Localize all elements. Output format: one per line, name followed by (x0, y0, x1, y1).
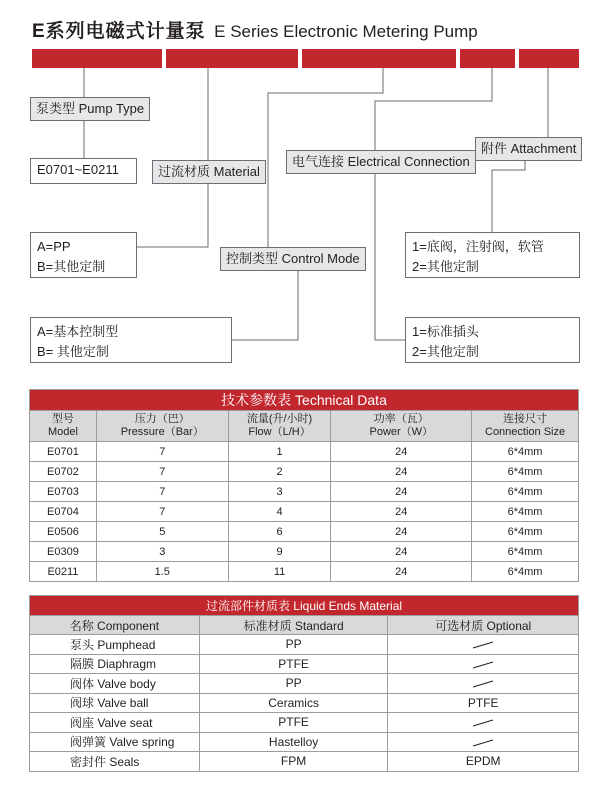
table-cell: PTFE (199, 713, 388, 733)
table-cell: 24 (331, 442, 472, 462)
table-row (30, 542, 579, 562)
table-cell: 6*4mm (472, 462, 579, 482)
tech-col-header-line: Connection Size (485, 426, 566, 438)
table-cell: E0701 (30, 442, 97, 462)
options-electrical (405, 317, 580, 363)
table-cell: 7 (96, 442, 228, 462)
table-cell: 泵头 Pumphead (30, 635, 200, 655)
table-row (30, 462, 579, 482)
option-electrical-1: 1=标准插头 (412, 324, 479, 339)
table-row (30, 752, 579, 772)
table-cell: 阀弹簧 Valve spring (30, 732, 200, 752)
table-cell: 阀球 Valve ball (30, 693, 200, 713)
table-cell: 24 (331, 522, 472, 542)
table-row (30, 674, 579, 694)
option-material-a: A=PP (37, 239, 71, 254)
table-cell: 阀座 Valve seat (30, 713, 200, 733)
table-cell: PTFE (388, 693, 579, 713)
option-electrical-2: 2=其他定制 (412, 344, 479, 359)
tech-col-header (30, 411, 97, 442)
tech-col-header-line: Power（W） (369, 426, 434, 438)
not-applicable-slash-icon (472, 719, 494, 727)
not-applicable-slash-icon (472, 661, 494, 669)
title-chinese: E系列电磁式计量泵 (32, 21, 206, 42)
options-attachment (405, 232, 580, 278)
table-cell: EPDM (388, 752, 579, 772)
table-cell: 11 (228, 562, 331, 582)
table-cell: 6*4mm (472, 482, 579, 502)
table-row (30, 442, 579, 462)
table-cell: 7 (96, 502, 228, 522)
table-cell: E0309 (30, 542, 97, 562)
table-cell (388, 674, 579, 694)
table-row (30, 693, 579, 713)
technical-data-table (29, 389, 579, 582)
option-attachment-2: 2=其他定制 (412, 259, 479, 274)
technical-data-title: 技术参数表 Technical Data (30, 390, 579, 411)
table-cell: E0506 (30, 522, 97, 542)
option-control-b: B= 其他定制 (37, 344, 109, 359)
table-row (30, 502, 579, 522)
not-applicable-slash-icon (472, 680, 494, 688)
table-cell: 24 (331, 462, 472, 482)
label-pump-type: 泵类型 Pump Type (30, 97, 150, 121)
table-cell: 3 (228, 482, 331, 502)
table-cell: 24 (331, 502, 472, 522)
tech-col-header (331, 411, 472, 442)
tech-col-header-line: 功率（瓦） (373, 413, 429, 425)
table-cell: FPM (199, 752, 388, 772)
label-material: 过流材质 Material (152, 160, 266, 184)
table-row (30, 654, 579, 674)
options-material (30, 232, 137, 278)
label-control-mode: 控制类型 Control Mode (220, 247, 366, 271)
table-cell: 1 (228, 442, 331, 462)
table-cell: PP (199, 635, 388, 655)
technical-data-body (30, 442, 579, 582)
tech-col-header-line: 压力（巴） (134, 413, 190, 425)
table-cell: 3 (96, 542, 228, 562)
table-cell: Hastelloy (199, 732, 388, 752)
table-row (30, 713, 579, 733)
label-electrical-connection: 电气连接 Electrical Connection (286, 150, 476, 174)
option-material-b: B=其他定制 (37, 259, 106, 274)
tech-col-header-line: 型号 (51, 413, 74, 425)
table-row (30, 522, 579, 542)
table-cell: 7 (96, 462, 228, 482)
table-cell: 6*4mm (472, 502, 579, 522)
tech-col-header (228, 411, 331, 442)
table-cell: 24 (331, 482, 472, 502)
table-cell: 阀体 Valve body (30, 674, 200, 694)
table-cell: 4 (228, 502, 331, 522)
table-cell: 6 (228, 522, 331, 542)
not-applicable-slash-icon (472, 641, 494, 649)
tech-col-header-line: Model (47, 426, 78, 438)
material-col-header: 标准材质 Standard (199, 616, 388, 635)
options-control-mode (30, 317, 232, 363)
table-row (30, 732, 579, 752)
table-cell (388, 732, 579, 752)
option-attachment-1: 1=底阀，注射阀，软管 (412, 239, 544, 254)
table-cell: 9 (228, 542, 331, 562)
technical-data-header-row (30, 411, 579, 442)
table-row (30, 635, 579, 655)
tech-col-header-line: Pressure（Bar） (120, 426, 204, 438)
tech-col-header-line: 流量(升/小时) (246, 413, 313, 425)
tech-col-header-line: Flow（L/H） (248, 426, 311, 438)
table-row (30, 562, 579, 582)
table-cell: Ceramics (199, 693, 388, 713)
table-cell: 6*4mm (472, 522, 579, 542)
option-pump-type-range: E0701~E0211 (37, 162, 119, 177)
table-cell: 密封件 Seals (30, 752, 200, 772)
table-cell: 5 (96, 522, 228, 542)
tech-col-header (96, 411, 228, 442)
table-cell: 24 (331, 542, 472, 562)
table-cell (388, 635, 579, 655)
table-cell: PP (199, 674, 388, 694)
tech-col-header-line: 连接尺寸 (503, 413, 548, 425)
liquid-ends-material-title: 过流部件材质表 Liquid Ends Material (30, 596, 579, 616)
material-header-row (30, 616, 579, 635)
table-cell: E0211 (30, 562, 97, 582)
table-cell: PTFE (199, 654, 388, 674)
table-cell: E0702 (30, 462, 97, 482)
table-cell: 1.5 (96, 562, 228, 582)
table-cell: E0703 (30, 482, 97, 502)
not-applicable-slash-icon (472, 739, 494, 747)
table-cell: 24 (331, 562, 472, 582)
table-cell (388, 713, 579, 733)
table-cell: 隔膜 Diaphragm (30, 654, 200, 674)
material-col-header: 名称 Component (30, 616, 200, 635)
table-cell (388, 654, 579, 674)
option-control-a: A=基本控制型 (37, 324, 119, 339)
table-cell: 6*4mm (472, 442, 579, 462)
material-body (30, 635, 579, 772)
table-cell: 6*4mm (472, 542, 579, 562)
table-row (30, 482, 579, 502)
options-pump-type (30, 158, 137, 184)
table-cell: E0704 (30, 502, 97, 522)
label-attachment: 附件 Attachment (475, 137, 582, 161)
title-english: E Series Electronic Metering Pump (214, 22, 478, 41)
liquid-ends-material-table (29, 595, 579, 772)
table-cell: 6*4mm (472, 562, 579, 582)
table-cell: 2 (228, 462, 331, 482)
tech-col-header (472, 411, 579, 442)
material-col-header: 可选材质 Optional (388, 616, 579, 635)
table-cell: 7 (96, 482, 228, 502)
